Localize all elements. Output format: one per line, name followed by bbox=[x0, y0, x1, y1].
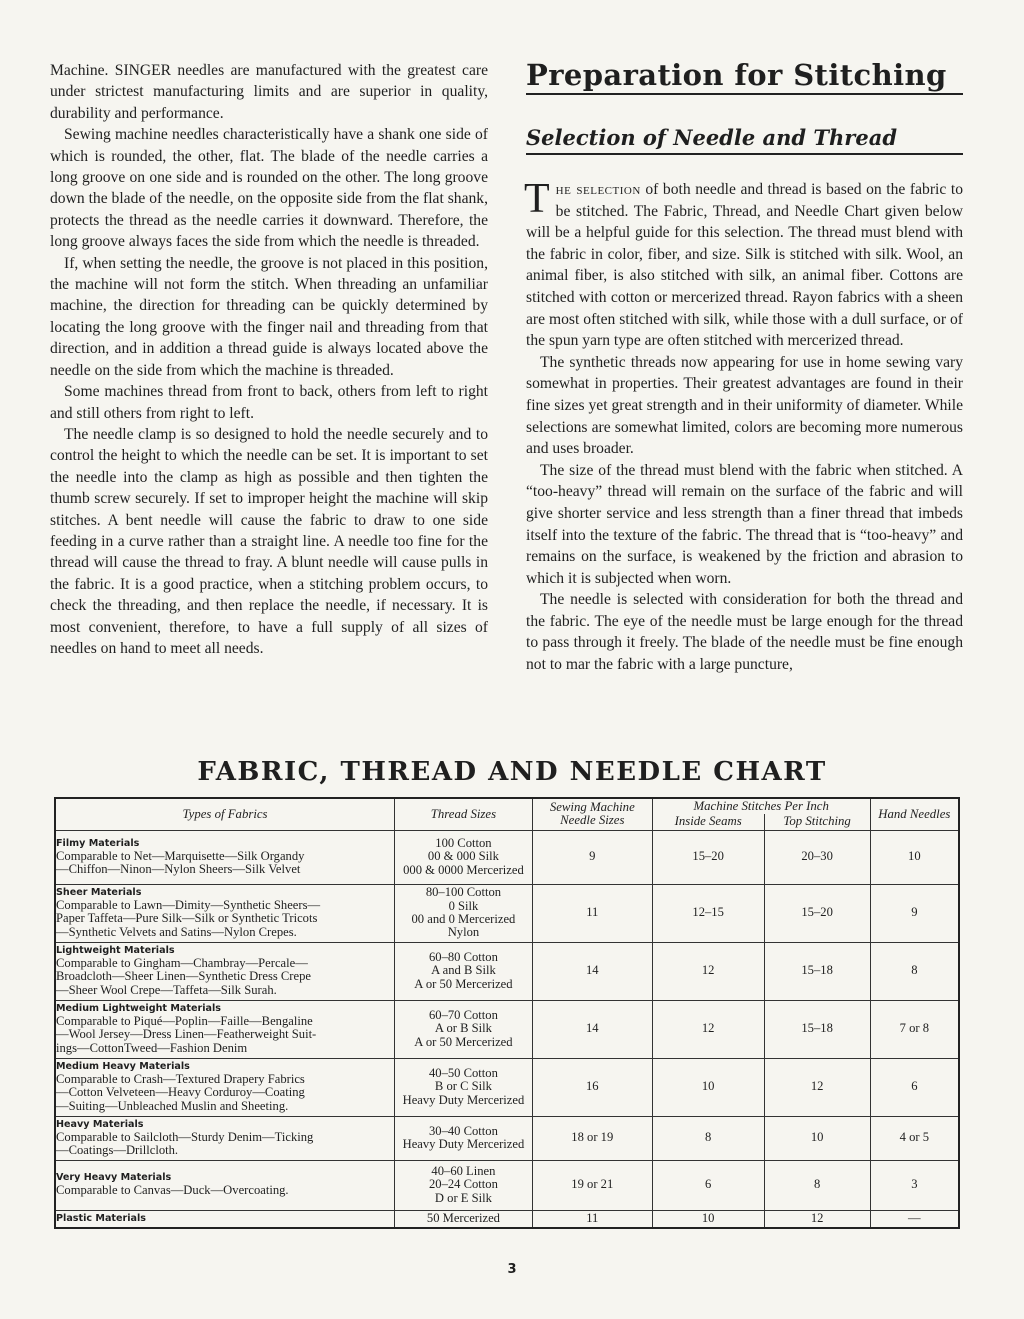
right-body bbox=[524, 176, 963, 676]
section-subheading: Selection of Needle and Thread bbox=[526, 125, 963, 155]
needle-size-cell: 16 bbox=[532, 1058, 652, 1116]
fabric-type-cell bbox=[55, 1160, 395, 1210]
fabric-category: Medium Lightweight Materials bbox=[56, 1002, 221, 1014]
left-column bbox=[50, 60, 488, 659]
fabric-thread-needle-chart bbox=[54, 797, 960, 1229]
chart-row bbox=[55, 1058, 959, 1116]
left-paragraph: The needle clamp is so designed to hold the needle securely and to control the height to which the needle can be set. It is important to set the needle into the clamp as high as possible and then tighten the thumb screw securely. If set to improper height the machine will skip stitches. A bent needle will cause the fabric to draw to one side feeding in a curve rather than a straight line. A needle too fine for the thread will cause the thread to fray. A blunt needle will cause pulls in the fabric. It is a good practice, when a stitching problem occurs, to check the threading, and then replace the needle, if necessary. It is most convenient, therefore, to have a full supply of all sizes of needles on hand to meet all needs. bbox=[50, 425, 488, 657]
header-top: Top Stitching bbox=[764, 814, 870, 830]
header-thread: Thread Sizes bbox=[395, 798, 533, 830]
left-paragraph: Machine. SINGER needles are manufactured with the greatest care under strictest manufacturing limits and are superior in quality, durability and performance. bbox=[50, 62, 488, 122]
left-paragraph: Sewing machine needles characteristically have a shank one side of which is rounded, the other, flat. The blade of the needle carries a long groove on one side and is rounded on the other. The long groove down the blade of the needle, on the opposite side from the flat shank, protects the thread as the needle carries it downward. Therefore, the long groove always faces the side from which the needle is threaded. bbox=[50, 126, 488, 251]
lead-text: of both needle and thread is based on the fabric to be stitched. The Fabric, Thread, and Needle Chart given below will be a helpful guide for this selection. The thread must blend with the fabric in color, fiber, and size. Silk is stitched with silk. Wool, an animal fiber, is also stitched with silk, an animal fiber. Cottons are stitched with cotton or mercerized thread. Rayon fabrics with a sheen are most often stitched with silk, while those with a dull surface, or of the spun yarn type are often stitched with mercerized thread. bbox=[526, 181, 963, 350]
needle-size-cell: 14 bbox=[532, 1000, 652, 1058]
inside-seams-cell: 12–15 bbox=[652, 884, 764, 942]
top-stitching-cell: 15–18 bbox=[764, 942, 870, 1000]
hand-needle-cell: 3 bbox=[870, 1160, 959, 1210]
lead-smallcaps: he selection bbox=[555, 181, 641, 198]
chart-title: FABRIC, THREAD AND NEEDLE CHART bbox=[197, 757, 827, 787]
right-paragraph bbox=[524, 176, 963, 352]
right-column bbox=[526, 58, 963, 676]
fabric-description: Comparable to Sailcloth—Sturdy Denim—Ticking —Coatings—Drillcloth. bbox=[56, 1129, 314, 1157]
thread-size-cell: 30–40 Cotton Heavy Duty Mercerized bbox=[395, 1116, 533, 1160]
right-paragraph: The needle is selected with consideration for both the thread and the fabric. The eye of the needle must be large enough for the thread to pass through it freely. The blade of the needle must be fine enough not to mar the fabric with a large puncture, bbox=[526, 591, 963, 674]
inside-seams-cell: 15–20 bbox=[652, 830, 764, 884]
thread-size-cell: 60–80 Cotton A and B Silk A or 50 Mercerized bbox=[395, 942, 533, 1000]
fabric-type-cell bbox=[55, 1210, 395, 1228]
top-stitching-cell: 12 bbox=[764, 1058, 870, 1116]
thread-size-cell: 60–70 Cotton A or B Silk A or 50 Mercerized bbox=[395, 1000, 533, 1058]
fabric-description: Comparable to Net—Marquisette—Silk Organdy —Chiffon—Ninon—Nylon Sheers—Silk Velvet bbox=[56, 848, 305, 876]
needle-size-cell: 9 bbox=[532, 830, 652, 884]
right-paragraph: The synthetic threads now appearing for use in home sewing vary somewhat in properties. Their greatest advantages are found in their fine sizes yet great strength and in their uniformity of diameter. While selections are somewhat limited, colors are becoming more numerous and uses broader. bbox=[526, 353, 963, 458]
header-stitches: Machine Stitches Per Inch bbox=[652, 798, 870, 814]
fabric-type-cell bbox=[55, 884, 395, 942]
top-stitching-cell: 10 bbox=[764, 1116, 870, 1160]
needle-size-cell: 19 or 21 bbox=[532, 1160, 652, 1210]
chart-row bbox=[55, 1116, 959, 1160]
needle-size-cell: 18 or 19 bbox=[532, 1116, 652, 1160]
fabric-category: Lightweight Materials bbox=[56, 944, 175, 956]
hand-needle-cell: 9 bbox=[870, 884, 959, 942]
inside-seams-cell: 10 bbox=[652, 1058, 764, 1116]
fabric-type-cell bbox=[55, 830, 395, 884]
fabric-type-cell bbox=[55, 1058, 395, 1116]
section-heading: Preparation for Stitching bbox=[526, 58, 963, 95]
top-stitching-cell: 12 bbox=[764, 1210, 870, 1228]
hand-needle-cell: 7 or 8 bbox=[870, 1000, 959, 1058]
hand-needle-cell: 8 bbox=[870, 942, 959, 1000]
inside-seams-cell: 6 bbox=[652, 1160, 764, 1210]
chart-body bbox=[55, 830, 959, 1228]
left-paragraph: If, when setting the needle, the groove is not placed in this position, the machine will not form the stitch. When threading an unfamiliar machine, the direction for threading can be quickly determined by locating the long groove with the finger nail and threading from that direction, and in addition a thread guide is always located above the needle on the side from which the machine is threaded. bbox=[50, 254, 488, 379]
fabric-category: Heavy Materials bbox=[56, 1118, 144, 1130]
fabric-category: Sheer Materials bbox=[56, 886, 142, 898]
chart-row bbox=[55, 942, 959, 1000]
header-inside: Inside Seams bbox=[652, 814, 764, 830]
chart-row bbox=[55, 1160, 959, 1210]
left-paragraph: Some machines thread from front to back, others from left to right and still others from right to left. bbox=[50, 383, 488, 422]
fabric-type-cell bbox=[55, 942, 395, 1000]
hand-needle-cell: 4 or 5 bbox=[870, 1116, 959, 1160]
header-types: Types of Fabrics bbox=[55, 798, 395, 830]
fabric-description: Comparable to Crash—Textured Drapery Fabrics —Cotton Velveteen—Heavy Corduroy—Coating —Suiting—Unbleached Muslin and Sheeting. bbox=[56, 1071, 305, 1113]
fabric-type-cell bbox=[55, 1116, 395, 1160]
chart-row bbox=[55, 1000, 959, 1058]
chart-row bbox=[55, 884, 959, 942]
header-hand: Hand Needles bbox=[870, 798, 959, 830]
thread-size-cell: 100 Cotton 00 & 000 Silk 000 & 0000 Mercerized bbox=[395, 830, 533, 884]
hand-needle-cell: 6 bbox=[870, 1058, 959, 1116]
page-number: 3 bbox=[507, 1262, 517, 1277]
fabric-type-cell bbox=[55, 1000, 395, 1058]
needle-size-cell: 14 bbox=[532, 942, 652, 1000]
needle-size-cell: 11 bbox=[532, 1210, 652, 1228]
top-stitching-cell: 8 bbox=[764, 1160, 870, 1210]
drop-cap: T bbox=[524, 176, 550, 222]
hand-needle-cell: 10 bbox=[870, 830, 959, 884]
hand-needle-cell: — bbox=[870, 1210, 959, 1228]
inside-seams-cell: 8 bbox=[652, 1116, 764, 1160]
fabric-category: Medium Heavy Materials bbox=[56, 1060, 190, 1072]
thread-size-cell: 80–100 Cotton 0 Silk 00 and 0 Mercerized Nylon bbox=[395, 884, 533, 942]
fabric-description: Comparable to Canvas—Duck—Overcoating. bbox=[56, 1183, 289, 1198]
chart-row bbox=[55, 1210, 959, 1228]
fabric-description: Comparable to Gingham—Chambray—Percale— Broadcloth—Sheer Linen—Synthetic Dress Crepe —Sheer Wool Crepe—Taffeta—Silk Surah. bbox=[56, 955, 311, 997]
inside-seams-cell: 10 bbox=[652, 1210, 764, 1228]
header-needle: Sewing Machine Needle Sizes bbox=[532, 798, 652, 830]
right-paragraph: The size of the thread must blend with the fabric when stitched. A “too-heavy” thread will remain on the surface of the fabric and will give shorter service and less strength than a finer thread that imbeds itself into the texture of the fabric. The thread that is “too-heavy” and remains on the surface, is weakened by the friction and abrasion to which it is subjected when worn. bbox=[526, 461, 963, 587]
top-stitching-cell: 15–20 bbox=[764, 884, 870, 942]
fabric-description: Comparable to Lawn—Dimity—Synthetic Sheers— Paper Taffeta—Pure Silk—Silk or Synthetic Tricots —Synthetic Velvets and Satins—Nylon Crepes. bbox=[56, 897, 321, 939]
chart-row bbox=[55, 830, 959, 884]
thread-size-cell: 50 Mercerized bbox=[395, 1210, 533, 1228]
thread-size-cell: 40–60 Linen 20–24 Cotton D or E Silk bbox=[395, 1160, 533, 1210]
top-stitching-cell: 20–30 bbox=[764, 830, 870, 884]
fabric-description: Comparable to Piqué—Poplin—Faille—Bengaline —Wool Jersey—Dress Linen—Featherweight Suit- ings—CottonTweed—Fashion Denim bbox=[56, 1013, 317, 1055]
inside-seams-cell: 12 bbox=[652, 1000, 764, 1058]
thread-size-cell: 40–50 Cotton B or C Silk Heavy Duty Mercerized bbox=[395, 1058, 533, 1116]
fabric-category: Filmy Materials bbox=[56, 837, 140, 849]
top-stitching-cell: 15–18 bbox=[764, 1000, 870, 1058]
fabric-category: Very Heavy Materials bbox=[56, 1172, 172, 1184]
inside-seams-cell: 12 bbox=[652, 942, 764, 1000]
needle-size-cell: 11 bbox=[532, 884, 652, 942]
fabric-category: Plastic Materials bbox=[56, 1212, 147, 1224]
